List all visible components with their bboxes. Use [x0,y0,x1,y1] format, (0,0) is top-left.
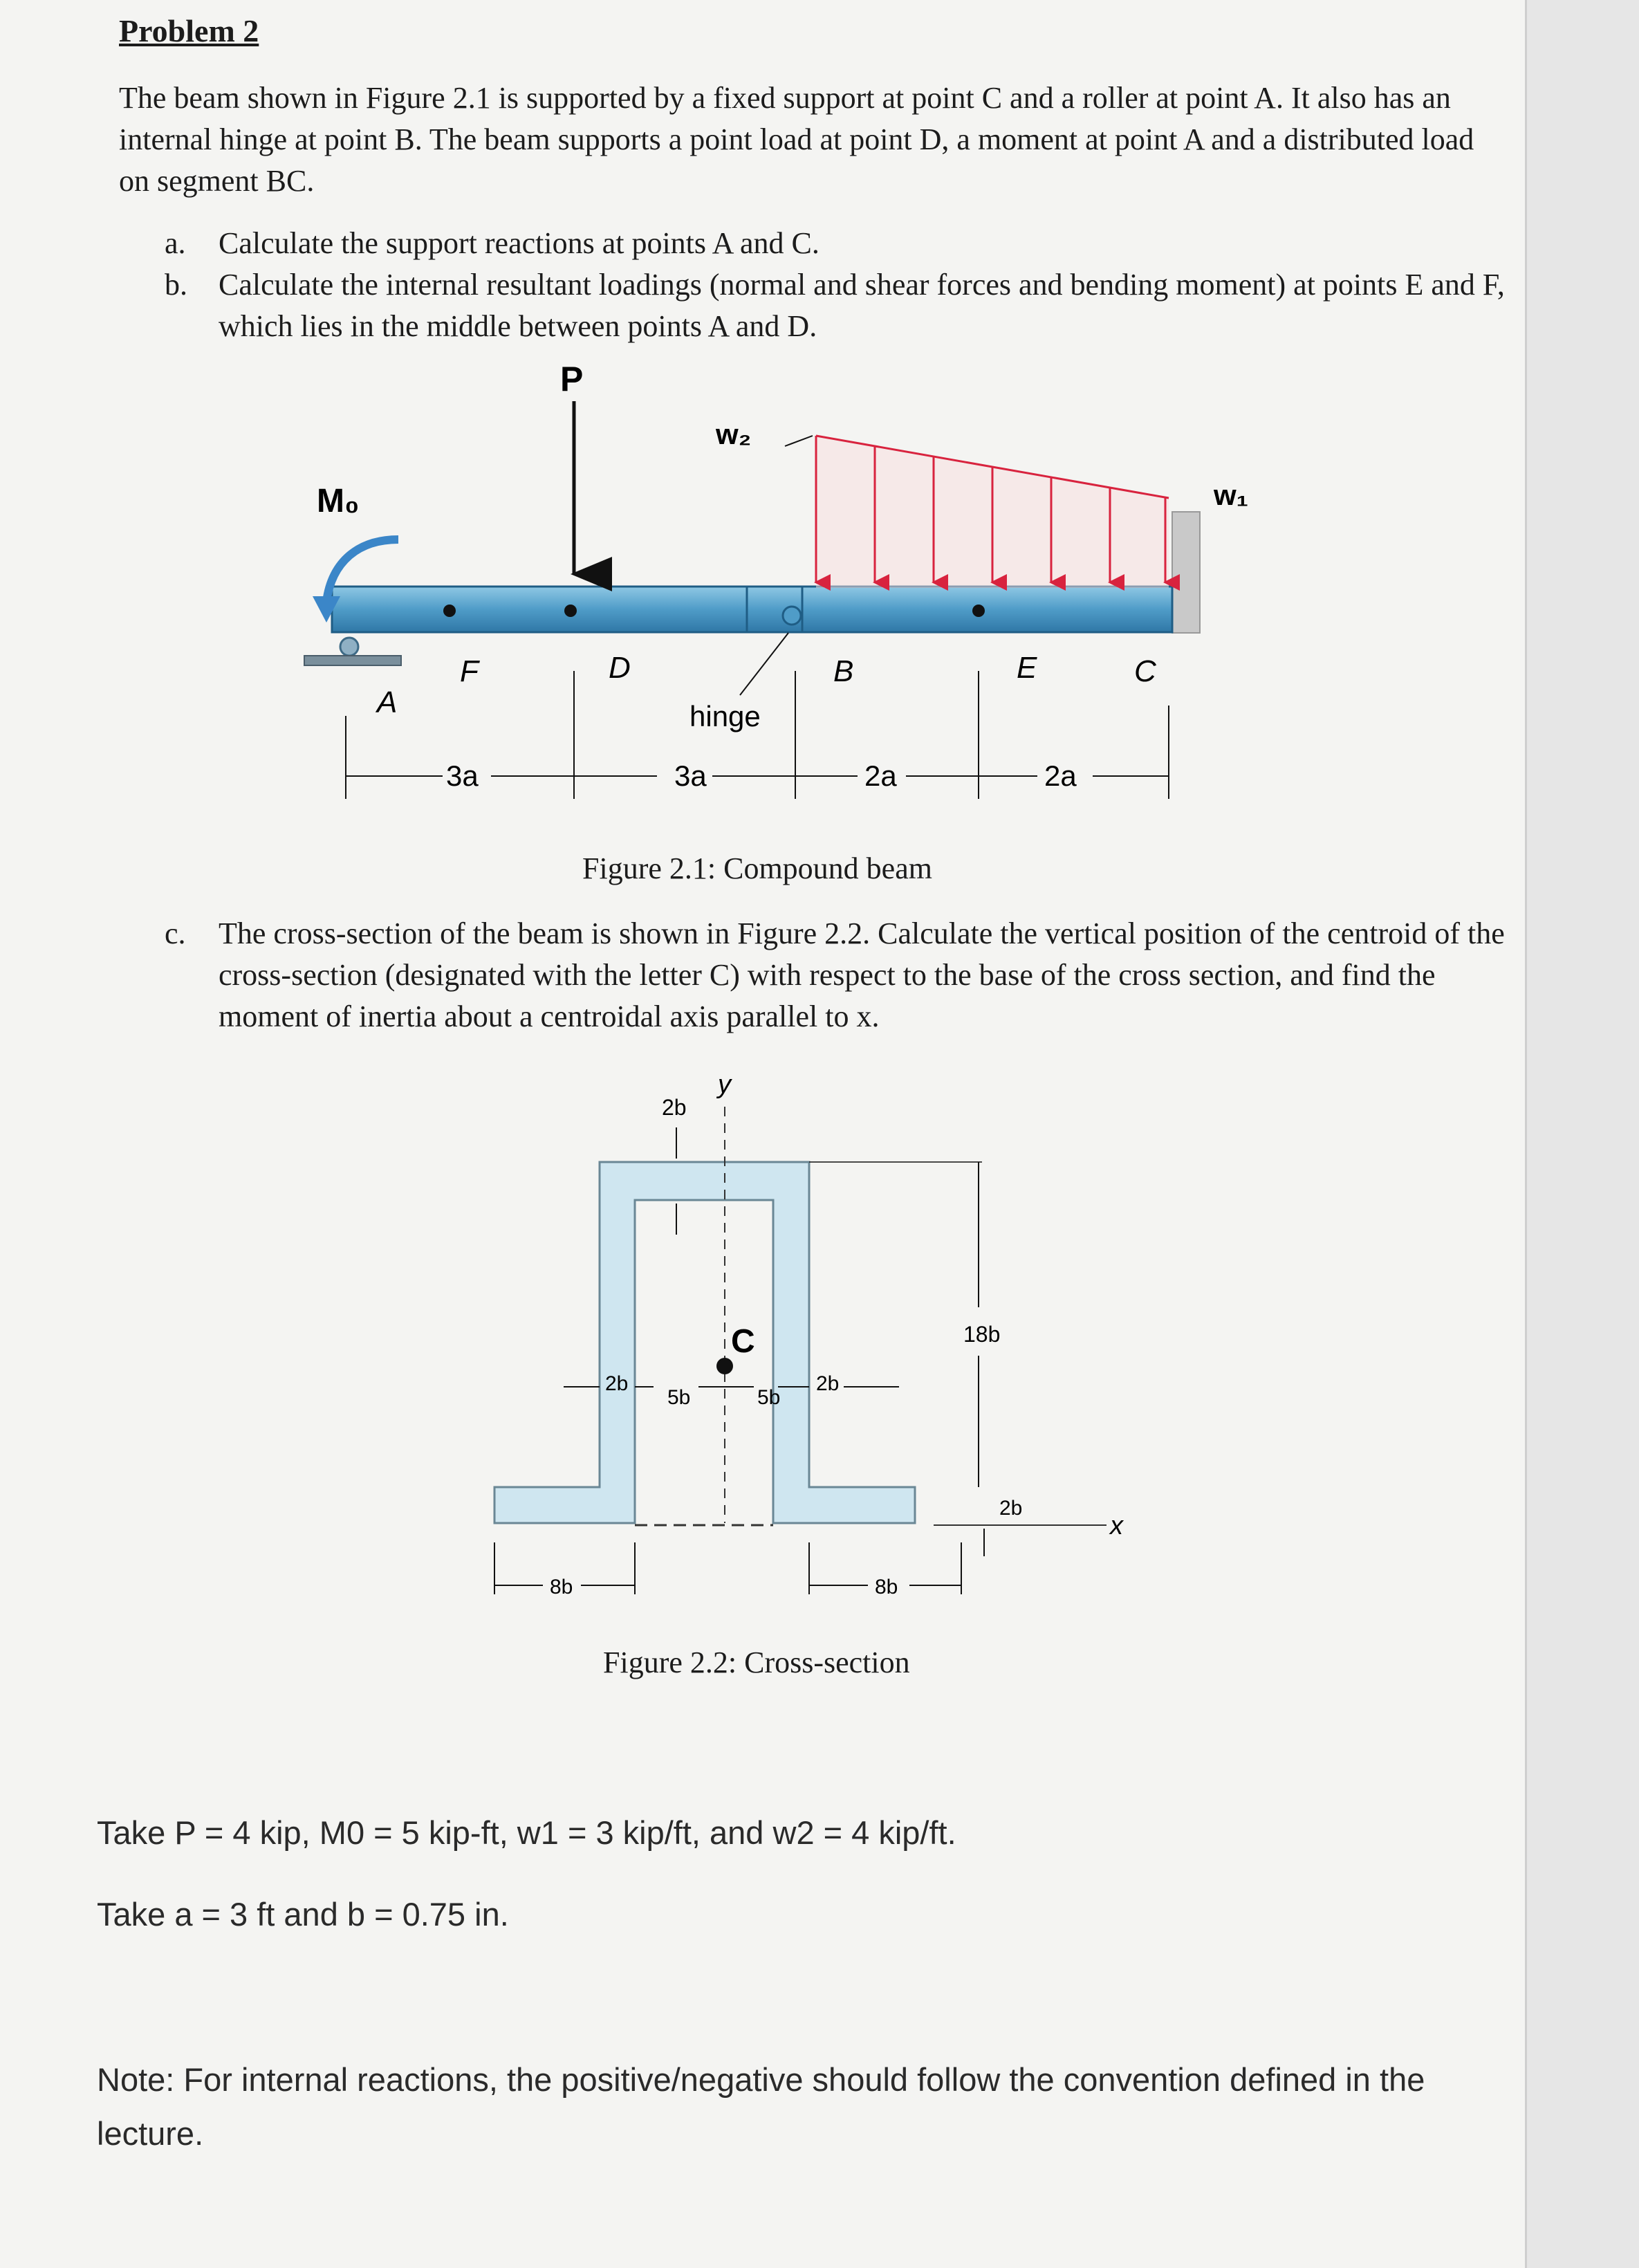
page-edge [1525,0,1639,2268]
label-E: E [1017,651,1037,685]
label-A: A [377,685,398,719]
given-values-line-2: Take a = 3 ft and b = 0.75 in. [97,1896,509,1933]
point-D-dot [564,605,577,617]
problem-intro: The beam shown in Figure 2.1 is supported by a fixed support at point C and a roller at point A. It also has an internal hinge at point B. The beam supports a point load at point D, a moment at point A and a distributed load on segment BC. [119,81,1474,198]
dim-right-flange: 8b [875,1576,898,1598]
point-F-dot [443,605,456,617]
dim-label: 2a [864,759,897,792]
x-axis-label: x [1110,1511,1123,1540]
centroid-label: C [731,1323,755,1360]
note-text: Note: For internal reactions, the positive/negative should follow the convention defined in the lecture. [97,2061,1425,2152]
figure2-caption: Figure 2.2: Cross-section [603,1645,910,1679]
dim-base-flange: 2b [999,1497,1023,1520]
roller-wheel [340,638,358,656]
dim-right-web: 2b [816,1372,840,1395]
question-label: b. [165,268,187,302]
question-text: Calculate the internal resultant loadings (normal and shear forces and bending moment) at points E and F, which lies in the middle between points A and D. [219,268,1505,343]
figure-compound-beam [263,367,1452,823]
given-values-line-1: Take P = 4 kip, M0 = 5 kip-ft, w1 = 3 kip/ft, and w2 = 4 kip/ft. [97,1814,956,1851]
y-axis-label: y [718,1070,731,1099]
dim-label: 3a [446,759,479,792]
label-hinge: hinge [689,700,761,732]
problem-title: Problem 2 [119,13,259,48]
fixed-wall [1172,512,1200,633]
figure1-caption: Figure 2.1: Compound beam [582,851,932,885]
dim-label: 3a [674,759,707,792]
label-F: F [460,654,479,688]
dim-height: 18b [963,1322,1001,1347]
label-M0: M₀ [317,483,360,519]
dim-label: 2a [1044,759,1077,792]
label-B: B [833,654,854,688]
question-label: a. [165,226,186,260]
label-w1: w₁ [1214,479,1249,511]
dim-left-web: 2b [605,1372,629,1395]
question-text: Calculate the support reactions at points A and C. [219,226,819,260]
label-C: C [1134,654,1156,688]
figure-cross-section [484,1058,1148,1612]
question-label: c. [165,916,186,950]
beam-right [802,587,1172,632]
label-P: P [560,367,584,398]
dim-inner-right: 5b [757,1386,781,1409]
question-text: The cross-section of the beam is shown in Figure 2.2. Calculate the vertical position of the centroid of the cross-section (designated with the letter C) with respect to the base of the cross section, and find the moment of inertia about a centroidal axis parallel to x. [219,916,1505,1033]
roller-base [304,656,401,665]
hinge-pin [783,607,801,625]
dim-inner-left: 5b [667,1386,691,1409]
hinge-leader [740,633,788,695]
section-shape [494,1162,915,1523]
centroid-dot [716,1358,733,1374]
label-D: D [609,651,631,685]
dim-top-flange: 2b [662,1095,687,1120]
beam-left [332,587,747,632]
dim-left-flange: 8b [550,1576,573,1598]
label-w2: w₂ [716,418,752,450]
w2-leader [785,436,813,446]
point-E-dot [972,605,985,617]
